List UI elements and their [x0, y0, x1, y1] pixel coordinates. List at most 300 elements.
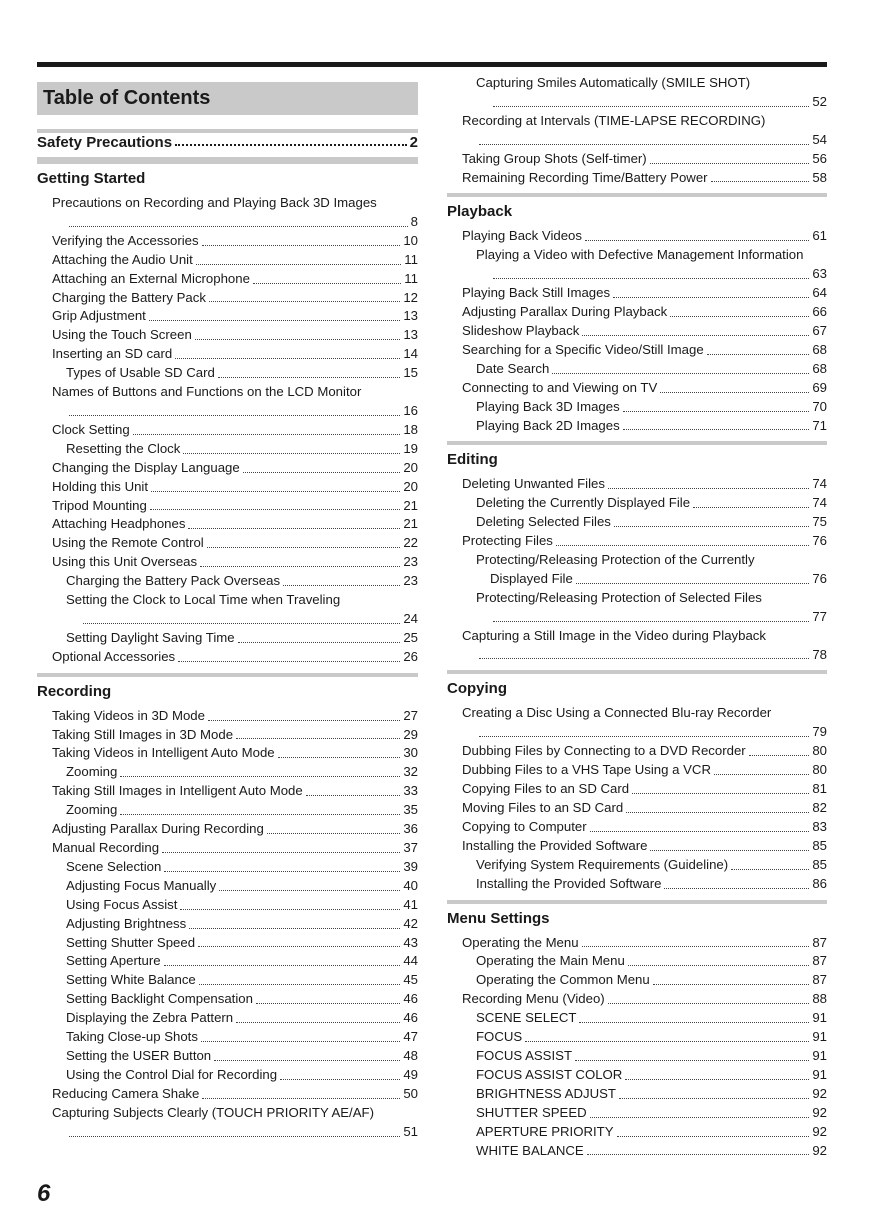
toc-entry[interactable] — [37, 707, 418, 726]
toc-entry[interactable] — [37, 232, 418, 251]
toc-section — [447, 74, 827, 187]
toc-entry[interactable] — [447, 398, 827, 417]
toc-entry-page: 87 — [812, 934, 827, 950]
toc-entry[interactable] — [447, 475, 827, 494]
toc-entry[interactable] — [447, 1009, 827, 1028]
toc-entry[interactable] — [447, 990, 827, 1009]
toc-entry-wrapped[interactable] — [447, 112, 827, 150]
toc-entry-page: 92 — [812, 1123, 827, 1139]
dot-leader — [175, 358, 400, 359]
toc-entry-label: Protecting/Releasing Protection of the Currently — [476, 552, 755, 568]
toc-entry-page: 48 — [403, 1047, 418, 1063]
toc-entry-label: Dubbing Files to a VHS Tape Using a VCR — [462, 762, 711, 778]
toc-entry[interactable] — [37, 744, 418, 763]
toc-entry[interactable] — [447, 131, 827, 150]
toc-entry[interactable] — [447, 1123, 827, 1142]
dot-leader — [236, 1022, 400, 1023]
toc-entry-label: Verifying the Accessories — [52, 232, 199, 248]
toc-entry-page: 13 — [403, 308, 418, 324]
toc-entry-label: APERTURE PRIORITY — [476, 1123, 614, 1139]
toc-entry[interactable] — [447, 1085, 827, 1104]
toc-entry-page: 91 — [812, 1047, 827, 1063]
toc-entry-label: FOCUS — [476, 1029, 523, 1045]
toc-entry-label: Installing the Provided Software — [476, 875, 662, 891]
dot-leader — [189, 928, 400, 929]
toc-entry[interactable] — [37, 402, 418, 421]
toc-entry-page: 46 — [403, 1010, 418, 1026]
dot-leader — [83, 623, 400, 624]
toc-entry[interactable] — [37, 877, 418, 896]
toc-entry-page: 39 — [403, 858, 418, 874]
toc-entry-label: Charging the Battery Pack Overseas — [66, 573, 281, 589]
toc-entry[interactable] — [37, 326, 418, 345]
toc-entry-label: Connecting to and Viewing on TV — [462, 379, 658, 395]
toc-entry[interactable] — [37, 858, 418, 877]
toc-entry-page: 87 — [812, 953, 827, 969]
toc-entry-page: 74 — [812, 476, 827, 492]
toc-entry-page: 11 — [404, 251, 418, 267]
toc-entry-label: FOCUS ASSIST COLOR — [476, 1066, 623, 1082]
toc-entry-label: Date Search — [476, 360, 550, 376]
top-rule — [37, 62, 827, 67]
toc-entry[interactable] — [447, 284, 827, 303]
toc-entry-page: 18 — [403, 421, 418, 437]
toc-entry-page: 21 — [403, 516, 418, 532]
toc-entry-label: Manual Recording — [52, 840, 160, 855]
toc-entry-wrapped[interactable] — [447, 704, 827, 742]
toc-entry[interactable] — [37, 251, 418, 270]
dot-leader — [214, 1060, 400, 1061]
toc-entry-page: 88 — [812, 991, 827, 1007]
toc-entry-page: 43 — [403, 934, 418, 950]
toc-entry[interactable] — [447, 227, 827, 246]
toc-entry-label: Setting the USER Button — [66, 1047, 212, 1063]
dot-leader — [188, 528, 400, 529]
toc-entry-page: 29 — [403, 726, 418, 742]
toc-entry[interactable] — [447, 799, 827, 818]
dot-leader — [69, 1136, 400, 1137]
dot-leader — [200, 566, 400, 567]
page-title: Table of Contents — [37, 82, 418, 115]
toc-entry-page: 79 — [812, 724, 827, 740]
toc-entry-page: 92 — [812, 1104, 827, 1120]
toc-entry-page: 81 — [812, 781, 827, 797]
toc-entry[interactable] — [37, 270, 418, 289]
toc-entry-page: 47 — [403, 1029, 418, 1045]
toc-entry[interactable] — [37, 459, 418, 478]
toc-entry-label: Resetting the Clock — [66, 440, 181, 456]
section-heading: Recording — [37, 673, 418, 703]
dot-leader — [202, 1098, 400, 1099]
toc-entry-label: Taking Still Images in Intelligent Auto Mode — [52, 783, 303, 799]
toc-entry-page: 85 — [812, 837, 827, 853]
toc-entry[interactable] — [447, 761, 827, 780]
dot-leader — [196, 264, 402, 265]
toc-entry[interactable] — [37, 213, 418, 232]
toc-entry-wrapped[interactable] — [37, 1104, 418, 1142]
toc-entry-page: 76 — [812, 570, 827, 586]
toc-entry[interactable] — [37, 648, 418, 667]
toc-entry[interactable] — [447, 952, 827, 971]
toc-entry[interactable] — [37, 572, 418, 591]
toc-entry[interactable] — [37, 839, 418, 858]
dot-leader — [164, 965, 401, 966]
toc-entry-page: 25 — [403, 629, 418, 645]
toc-entry-wrapped[interactable] — [37, 194, 418, 232]
toc-entry-wrapped[interactable] — [447, 246, 827, 284]
dot-leader — [164, 871, 400, 872]
toc-entry-wrapped[interactable] — [37, 383, 418, 421]
toc-entry-page: 70 — [812, 398, 827, 414]
section-heading: Editing — [447, 441, 827, 471]
toc-entry-label: Playing Back 2D Images — [476, 417, 620, 433]
toc-entry[interactable] — [447, 837, 827, 856]
toc-entry[interactable] — [37, 915, 418, 934]
toc-entry-page: 56 — [812, 150, 827, 166]
toc-entry-label: Remaining Recording Time/Battery Power — [462, 169, 708, 185]
toc-entry-label: Attaching an External Microphone — [52, 270, 250, 286]
toc-entry[interactable] — [447, 875, 827, 894]
toc-entry-page: 77 — [812, 608, 827, 624]
dot-leader — [587, 1154, 810, 1155]
toc-entry-page: 58 — [812, 169, 827, 185]
toc-entry-page: 8 — [410, 213, 418, 229]
dot-leader — [133, 434, 401, 435]
toc-entry[interactable] — [37, 478, 418, 497]
toc-entry-label: FOCUS ASSIST — [476, 1047, 572, 1063]
toc-entry-page: 32 — [403, 764, 418, 780]
toc-entry[interactable] — [37, 782, 418, 801]
toc-entry[interactable] — [37, 421, 418, 440]
dot-leader — [201, 1041, 400, 1042]
toc-entry-page: 13 — [403, 327, 418, 343]
toc-entry-label: Adjusting Focus Manually — [66, 877, 217, 893]
toc-entry[interactable] — [37, 497, 418, 516]
toc-entry[interactable] — [447, 417, 827, 436]
dot-leader — [613, 297, 809, 298]
toc-entry[interactable] — [37, 1123, 418, 1142]
dot-leader — [650, 163, 810, 164]
toc-entry-label: Playing Back Videos — [462, 228, 582, 244]
toc-entry[interactable] — [447, 570, 827, 589]
dot-leader — [162, 852, 400, 853]
dot-leader — [267, 833, 400, 834]
toc-entry-label: Reducing Camera Shake — [52, 1085, 200, 1101]
toc-entry-label: Scene Selection — [66, 858, 162, 874]
toc-entry-safety[interactable] — [37, 129, 418, 160]
toc-entry-page: 91 — [812, 1010, 827, 1026]
toc-entry[interactable] — [447, 934, 827, 953]
toc-entry[interactable] — [447, 379, 827, 398]
toc-entry[interactable] — [37, 1085, 418, 1104]
toc-entry-page: 50 — [403, 1085, 418, 1101]
toc-entry-label: Operating the Main Menu — [476, 953, 625, 969]
toc-entry[interactable] — [447, 1104, 827, 1123]
dot-leader — [707, 354, 810, 355]
dot-leader — [280, 1079, 400, 1080]
dot-leader — [619, 1098, 809, 1099]
toc-entry[interactable] — [37, 364, 418, 383]
toc-entry[interactable] — [37, 1028, 418, 1047]
toc-entry-page: 80 — [812, 762, 827, 778]
toc-entry[interactable] — [447, 513, 827, 532]
toc-entry[interactable] — [37, 289, 418, 308]
dot-leader — [493, 106, 809, 107]
toc-entry-label: BRIGHTNESS ADJUST — [476, 1085, 616, 1101]
toc-entry-label: Playing Back 3D Images — [476, 398, 620, 414]
toc-entry[interactable] — [447, 818, 827, 837]
toc-entry-label: Using the Touch Screen — [52, 327, 192, 343]
toc-entry-page: 71 — [812, 417, 827, 433]
toc-entry[interactable] — [37, 726, 418, 745]
dot-leader — [617, 1136, 810, 1137]
dot-leader — [576, 583, 810, 584]
page-number: 6 — [37, 1180, 51, 1207]
dot-leader — [626, 812, 809, 813]
dot-leader — [552, 373, 809, 374]
toc-entry-label: Dubbing Files by Connecting to a DVD Recorder — [462, 743, 746, 759]
toc-entry[interactable] — [37, 990, 418, 1009]
dot-leader — [243, 472, 401, 473]
toc-entry-page: 11 — [404, 270, 418, 286]
toc-entry-label: Slideshow Playback — [462, 322, 580, 338]
toc-entry-label: Searching for a Specific Video/Still Image — [462, 341, 704, 357]
dot-leader — [693, 507, 809, 508]
toc-entry-page: 54 — [812, 131, 827, 147]
toc-entry-page: 19 — [403, 440, 418, 456]
dot-leader — [202, 245, 401, 246]
toc-entry-label: SCENE SELECT — [476, 1010, 577, 1026]
toc-entry[interactable] — [447, 1028, 827, 1047]
dot-leader — [749, 755, 810, 756]
toc-entry-page: 40 — [403, 877, 418, 893]
toc-entry[interactable] — [447, 303, 827, 322]
dot-leader — [628, 965, 810, 966]
dot-leader — [306, 795, 401, 796]
dot-leader — [582, 946, 810, 947]
toc-entry[interactable] — [447, 971, 827, 990]
toc-entry-page: 16 — [403, 402, 418, 418]
toc-entry-label: Displaying the Zebra Pattern — [66, 1010, 234, 1026]
dot-leader — [590, 1117, 810, 1118]
toc-entry-label: Setting Aperture — [66, 953, 161, 969]
toc-entry-page: 80 — [812, 743, 827, 759]
toc-entry-page: 12 — [403, 289, 418, 305]
toc-section — [447, 441, 827, 664]
dot-leader — [278, 757, 401, 758]
toc-entry[interactable] — [37, 440, 418, 459]
toc-entry-wrapped[interactable] — [447, 627, 827, 665]
toc-entry-label: Capturing Subjects Clearly (TOUCH PRIORITY AE/AF) — [52, 1104, 374, 1120]
toc-entry-page: 15 — [403, 365, 418, 381]
dot-leader — [283, 585, 400, 586]
toc-entry-page: 92 — [812, 1142, 827, 1158]
dot-leader — [714, 774, 809, 775]
toc-entry[interactable] — [447, 494, 827, 513]
toc-entry-label: Deleting the Currently Displayed File — [476, 495, 691, 511]
toc-entry-label: Using the Remote Control — [52, 535, 204, 551]
toc-entry[interactable] — [37, 971, 418, 990]
toc-entry-label: Verifying System Requirements (Guideline) — [476, 856, 729, 872]
toc-entry-label: Deleting Unwanted Files — [462, 476, 605, 492]
dot-leader — [614, 526, 809, 527]
toc-entry-label: Attaching the Audio Unit — [52, 251, 193, 267]
toc-entry[interactable] — [37, 345, 418, 364]
toc-entry-page: 87 — [812, 972, 827, 988]
toc-entry[interactable] — [37, 553, 418, 572]
toc-entry-page: 75 — [812, 514, 827, 530]
toc-entry-page: 23 — [403, 554, 418, 570]
dot-leader — [207, 547, 401, 548]
toc-entry[interactable] — [447, 1066, 827, 1085]
toc-entry-label: Creating a Disc Using a Connected Blu-ray Recorder — [462, 705, 772, 721]
toc-entry[interactable] — [447, 608, 827, 627]
toc-entry[interactable] — [447, 322, 827, 341]
dot-leader — [150, 509, 401, 510]
toc-entry-page: 91 — [812, 1029, 827, 1045]
toc-entry[interactable] — [447, 93, 827, 112]
toc-entry-label: Taking Close-up Shots — [66, 1029, 198, 1045]
toc-entry-label: Copying Files to an SD Card — [462, 781, 630, 797]
toc-entry[interactable] — [37, 1009, 418, 1028]
toc-entry-label: Clock Setting — [52, 421, 130, 437]
toc-entry[interactable] — [37, 515, 418, 534]
toc-entry[interactable] — [447, 169, 827, 188]
toc-entry-page: 69 — [812, 379, 827, 395]
toc-entry-wrapped[interactable] — [447, 589, 827, 627]
left-sections — [37, 160, 418, 1142]
toc-entry[interactable] — [447, 856, 827, 875]
toc-entry[interactable] — [37, 952, 418, 971]
toc-entry[interactable] — [37, 610, 418, 629]
dot-leader — [525, 1041, 809, 1042]
toc-entry-label: Deleting Selected Files — [476, 514, 611, 530]
toc-entry-label: Using the Control Dial for Recording — [66, 1066, 278, 1082]
toc-entry[interactable] — [447, 1047, 827, 1066]
toc-entry-page: 82 — [812, 800, 827, 815]
toc-entry-page: 30 — [403, 745, 418, 761]
toc-entry[interactable] — [37, 1066, 418, 1085]
dot-leader — [650, 850, 809, 851]
toc-entry-wrapped[interactable] — [37, 591, 418, 629]
dot-leader — [585, 240, 809, 241]
dot-leader — [493, 278, 809, 279]
toc-entry-label: Names of Buttons and Functions on the LCD Monitor — [52, 384, 362, 400]
toc-entry[interactable] — [37, 896, 418, 915]
toc-entry-label: Adjusting Parallax During Recording — [52, 821, 264, 837]
toc-entry[interactable] — [37, 763, 418, 782]
toc-entry-page: 76 — [812, 533, 827, 549]
toc-entry-label: Moving Files to an SD Card — [462, 800, 624, 815]
toc-entry-label: Charging the Battery Pack — [52, 289, 206, 305]
toc-entry-page: 51 — [403, 1123, 418, 1139]
dot-leader — [579, 1022, 809, 1023]
dot-leader — [479, 736, 809, 737]
toc-entry-label: Taking Still Images in 3D Mode — [52, 726, 234, 742]
toc-entry-label: Operating the Menu — [462, 934, 579, 950]
toc-entry-page: 36 — [403, 821, 418, 837]
toc-entry-label: Copying to Computer — [462, 818, 587, 834]
dot-leader — [69, 415, 400, 416]
toc-section — [447, 900, 827, 1161]
dot-leader — [209, 301, 400, 302]
toc-entry[interactable] — [447, 742, 827, 761]
toc-entry[interactable] — [447, 723, 827, 742]
toc-entry-label: Capturing Smiles Automatically (SMILE SHOT) — [476, 75, 751, 90]
dot-leader — [623, 411, 810, 412]
toc-entry-label: Recording at Intervals (TIME-LAPSE RECORDING) — [462, 112, 766, 128]
toc-entry-label: Taking Videos in Intelligent Auto Mode — [52, 745, 275, 761]
toc-entry-label: Precautions on Recording and Playing Back 3D Images — [52, 195, 377, 210]
toc-entry[interactable] — [447, 150, 827, 169]
toc-entry-page: 63 — [812, 266, 827, 282]
dot-leader — [238, 642, 401, 643]
toc-entry-page: 42 — [403, 915, 418, 931]
dot-leader — [575, 1060, 809, 1061]
toc-entry[interactable] — [37, 801, 418, 820]
toc-entry-page: 52 — [812, 93, 827, 109]
toc-entry-page: 92 — [812, 1085, 827, 1101]
toc-entry-label: Protecting/Releasing Protection of Selected Files — [476, 589, 762, 605]
dot-leader — [195, 339, 401, 340]
toc-section — [447, 193, 827, 435]
toc-entry[interactable] — [37, 307, 418, 326]
toc-entry[interactable] — [37, 934, 418, 953]
toc-entry[interactable] — [447, 1142, 827, 1161]
toc-entry-page: 21 — [403, 497, 418, 513]
toc-entry-label: Attaching Headphones — [52, 516, 186, 532]
toc-entry-page: 26 — [403, 648, 418, 664]
dot-leader — [608, 488, 809, 489]
dot-leader — [219, 890, 400, 891]
toc-entry-label: Zooming — [66, 802, 118, 818]
toc-entry-wrapped[interactable] — [447, 74, 827, 112]
toc-entry-page: 67 — [812, 322, 827, 338]
toc-entry[interactable] — [447, 532, 827, 551]
toc-section — [37, 160, 418, 667]
dot-leader — [208, 720, 400, 721]
toc-entry[interactable] — [447, 360, 827, 379]
toc-entry[interactable] — [37, 820, 418, 839]
toc-entry[interactable] — [447, 265, 827, 284]
dot-leader — [670, 316, 809, 317]
toc-entry[interactable] — [37, 534, 418, 553]
toc-entry[interactable] — [447, 780, 827, 799]
toc-entry-wrapped[interactable] — [447, 551, 827, 589]
toc-entry-page: 64 — [812, 285, 827, 301]
dot-leader — [199, 984, 401, 985]
dot-leader — [582, 335, 809, 336]
toc-entry[interactable] — [37, 629, 418, 648]
toc-entry-label: WHITE BALANCE — [476, 1142, 584, 1158]
toc-entry-page: 68 — [812, 341, 827, 357]
section-heading: Playback — [447, 193, 827, 223]
toc-entry-label: Using Focus Assist — [66, 896, 178, 912]
toc-entry[interactable] — [447, 341, 827, 360]
toc-entry[interactable] — [37, 1047, 418, 1066]
dot-leader — [253, 283, 401, 284]
toc-entry-page: 27 — [403, 707, 418, 723]
toc-entry-page: 66 — [812, 304, 827, 320]
toc-entry[interactable] — [447, 646, 827, 665]
dot-leader — [218, 377, 401, 378]
toc-entry-label: Using this Unit Overseas — [52, 554, 198, 570]
toc-entry-label: Setting Backlight Compensation — [66, 991, 253, 1007]
toc-entry-page: 85 — [812, 856, 827, 872]
toc-entry-label: Installing the Provided Software — [462, 837, 648, 853]
right-column — [447, 74, 827, 1160]
toc-entry-label: Taking Videos in 3D Mode — [52, 707, 205, 723]
